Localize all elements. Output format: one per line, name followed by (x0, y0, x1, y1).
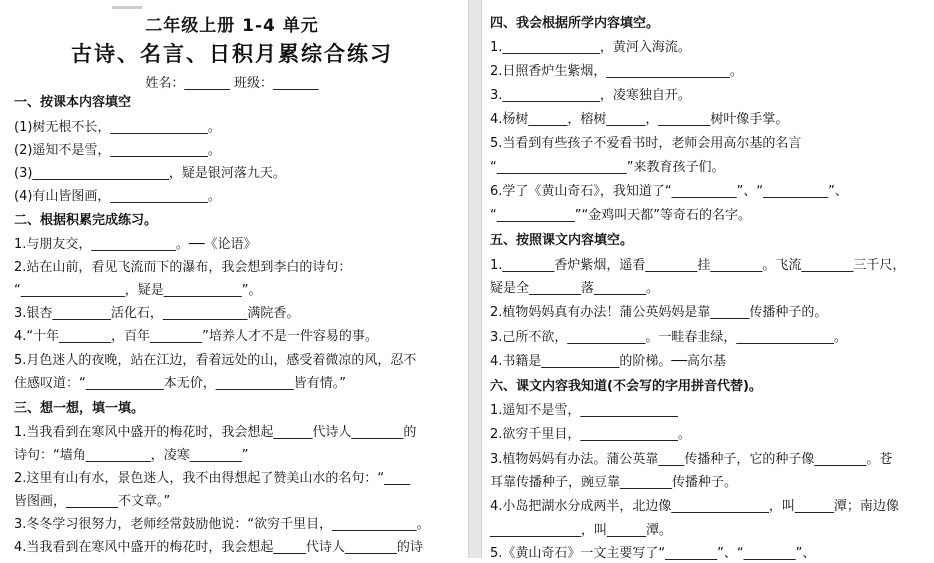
question-line: 6.学了《黄山奇石》，我知道了“__________”、“__________”、 (490, 184, 848, 199)
question-line: 2.植物妈妈真有办法！蒲公英妈妈是靠______传播种子的。 (490, 305, 828, 320)
question-line: 耳靠传播种子，豌豆靠________传播种子。 (490, 475, 738, 490)
question-line: 1.与朋友交，_____________。──《论语》 (14, 237, 257, 252)
section-heading: 三、想一想，填一填。 (14, 401, 145, 416)
question-line: 3._______________，凌寒独自开。 (490, 88, 691, 103)
question-line: (2)遥知不是雪，_______________。 (14, 143, 221, 158)
question-line: (1)树无根不长，_______________。 (14, 120, 221, 135)
question-line: 住感叹道：“____________本无价，____________皆有情。” (14, 376, 346, 391)
question-line: 5.当看到有些孩子不爱看书时，老师会用高尔基的名言 (490, 136, 802, 151)
question-line: 3.植物妈妈有办法。蒲公英靠____传播种子，它的种子像________。苍 (490, 452, 893, 467)
question-line: 4.书籍是____________的阶梯。──高尔基 (490, 354, 727, 369)
question-line: 皆图画，________不文章。” (14, 494, 171, 509)
question-line: “________________，疑是____________”。 (14, 283, 262, 298)
question-line: 4.杨树______，榕树______，________树叶像手掌。 (490, 112, 789, 127)
header-mark (112, 6, 142, 9)
page-subtitle: 古诗、名言、日积月累综合练习 (71, 42, 393, 66)
question-line: 4.当我看到在寒风中盛开的梅花时，我会想起_____代诗人________的诗 (14, 540, 423, 555)
question-line: 1.当我看到在寒风中盛开的梅花时，我会想起______代诗人________的 (14, 425, 417, 440)
question-line: 2.欲穷千里目，_______________。 (490, 427, 691, 442)
page-title: 二年级上册 1-4 单元 (145, 16, 319, 36)
question-line: 3.银杏_________活化石，_____________满院香。 (14, 306, 300, 321)
question-line: 5.月色迷人的夜晚，站在江边，看着远处的山，感受着微凉的风，忍不 (14, 353, 417, 368)
question-line: ______________，叫______潭。 (490, 523, 673, 538)
question-line: (3)_____________________，疑是银河落九天。 (14, 166, 286, 181)
question-line: 诗句：“墙角__________，凌寒________” (14, 448, 249, 463)
page-gutter (468, 0, 482, 558)
section-heading: 一、按课本内容填空 (14, 95, 132, 110)
question-line: 4.小岛把湖水分成两半，北边像_______________，叫______潭；南边像 (490, 499, 899, 514)
name-class-line: 姓名：_______ 班级：_______ (145, 76, 319, 91)
question-line: 1.________香炉紫烟，遥看________挂________。飞流________三千尺， (490, 258, 906, 273)
section-heading: 四、我会根据所学内容填空。 (490, 16, 660, 31)
section-heading: 六、课文内容我知道(不会写的字用拼音代替)。 (490, 379, 762, 394)
question-line: (4)有山皆图画，_______________。 (14, 189, 221, 204)
question-line: 3.己所不欲，____________。一畦春韭绿，_______________。 (490, 330, 847, 345)
question-line: 2.站在山前，看见飞流而下的瀑布，我会想到李白的诗句： (14, 260, 352, 275)
section-heading: 五、按照课文内容填空。 (490, 233, 634, 248)
question-line: 1.遥知不是雪，_______________ (490, 403, 678, 418)
question-line: 疑是全________落________。 (490, 281, 660, 296)
question-line: 5.《黄山奇石》一文主要写了“________”、“________”、 (490, 546, 816, 561)
question-line: 2.这里有山有水，景色迷人，我不由得想起了赞美山水的名句：“____ (14, 471, 411, 486)
question-line: “____________________”来教育孩子们。 (490, 160, 725, 175)
question-line: 2.日照香炉生紫烟，___________________。 (490, 64, 743, 79)
question-line: 1._______________，黄河入海流。 (490, 40, 691, 55)
question-line: 4.“十年________，百年________”培养人才不是一件容易的事。 (14, 329, 378, 344)
question-line: “____________”“金鸡叫天都”等奇石的名字。 (490, 208, 751, 223)
section-heading: 二、根据积累完成练习。 (14, 213, 158, 228)
question-line: 3.冬冬学习很努力，老师经常鼓励他说：“欲穷千里目，_____________。 (14, 517, 430, 532)
